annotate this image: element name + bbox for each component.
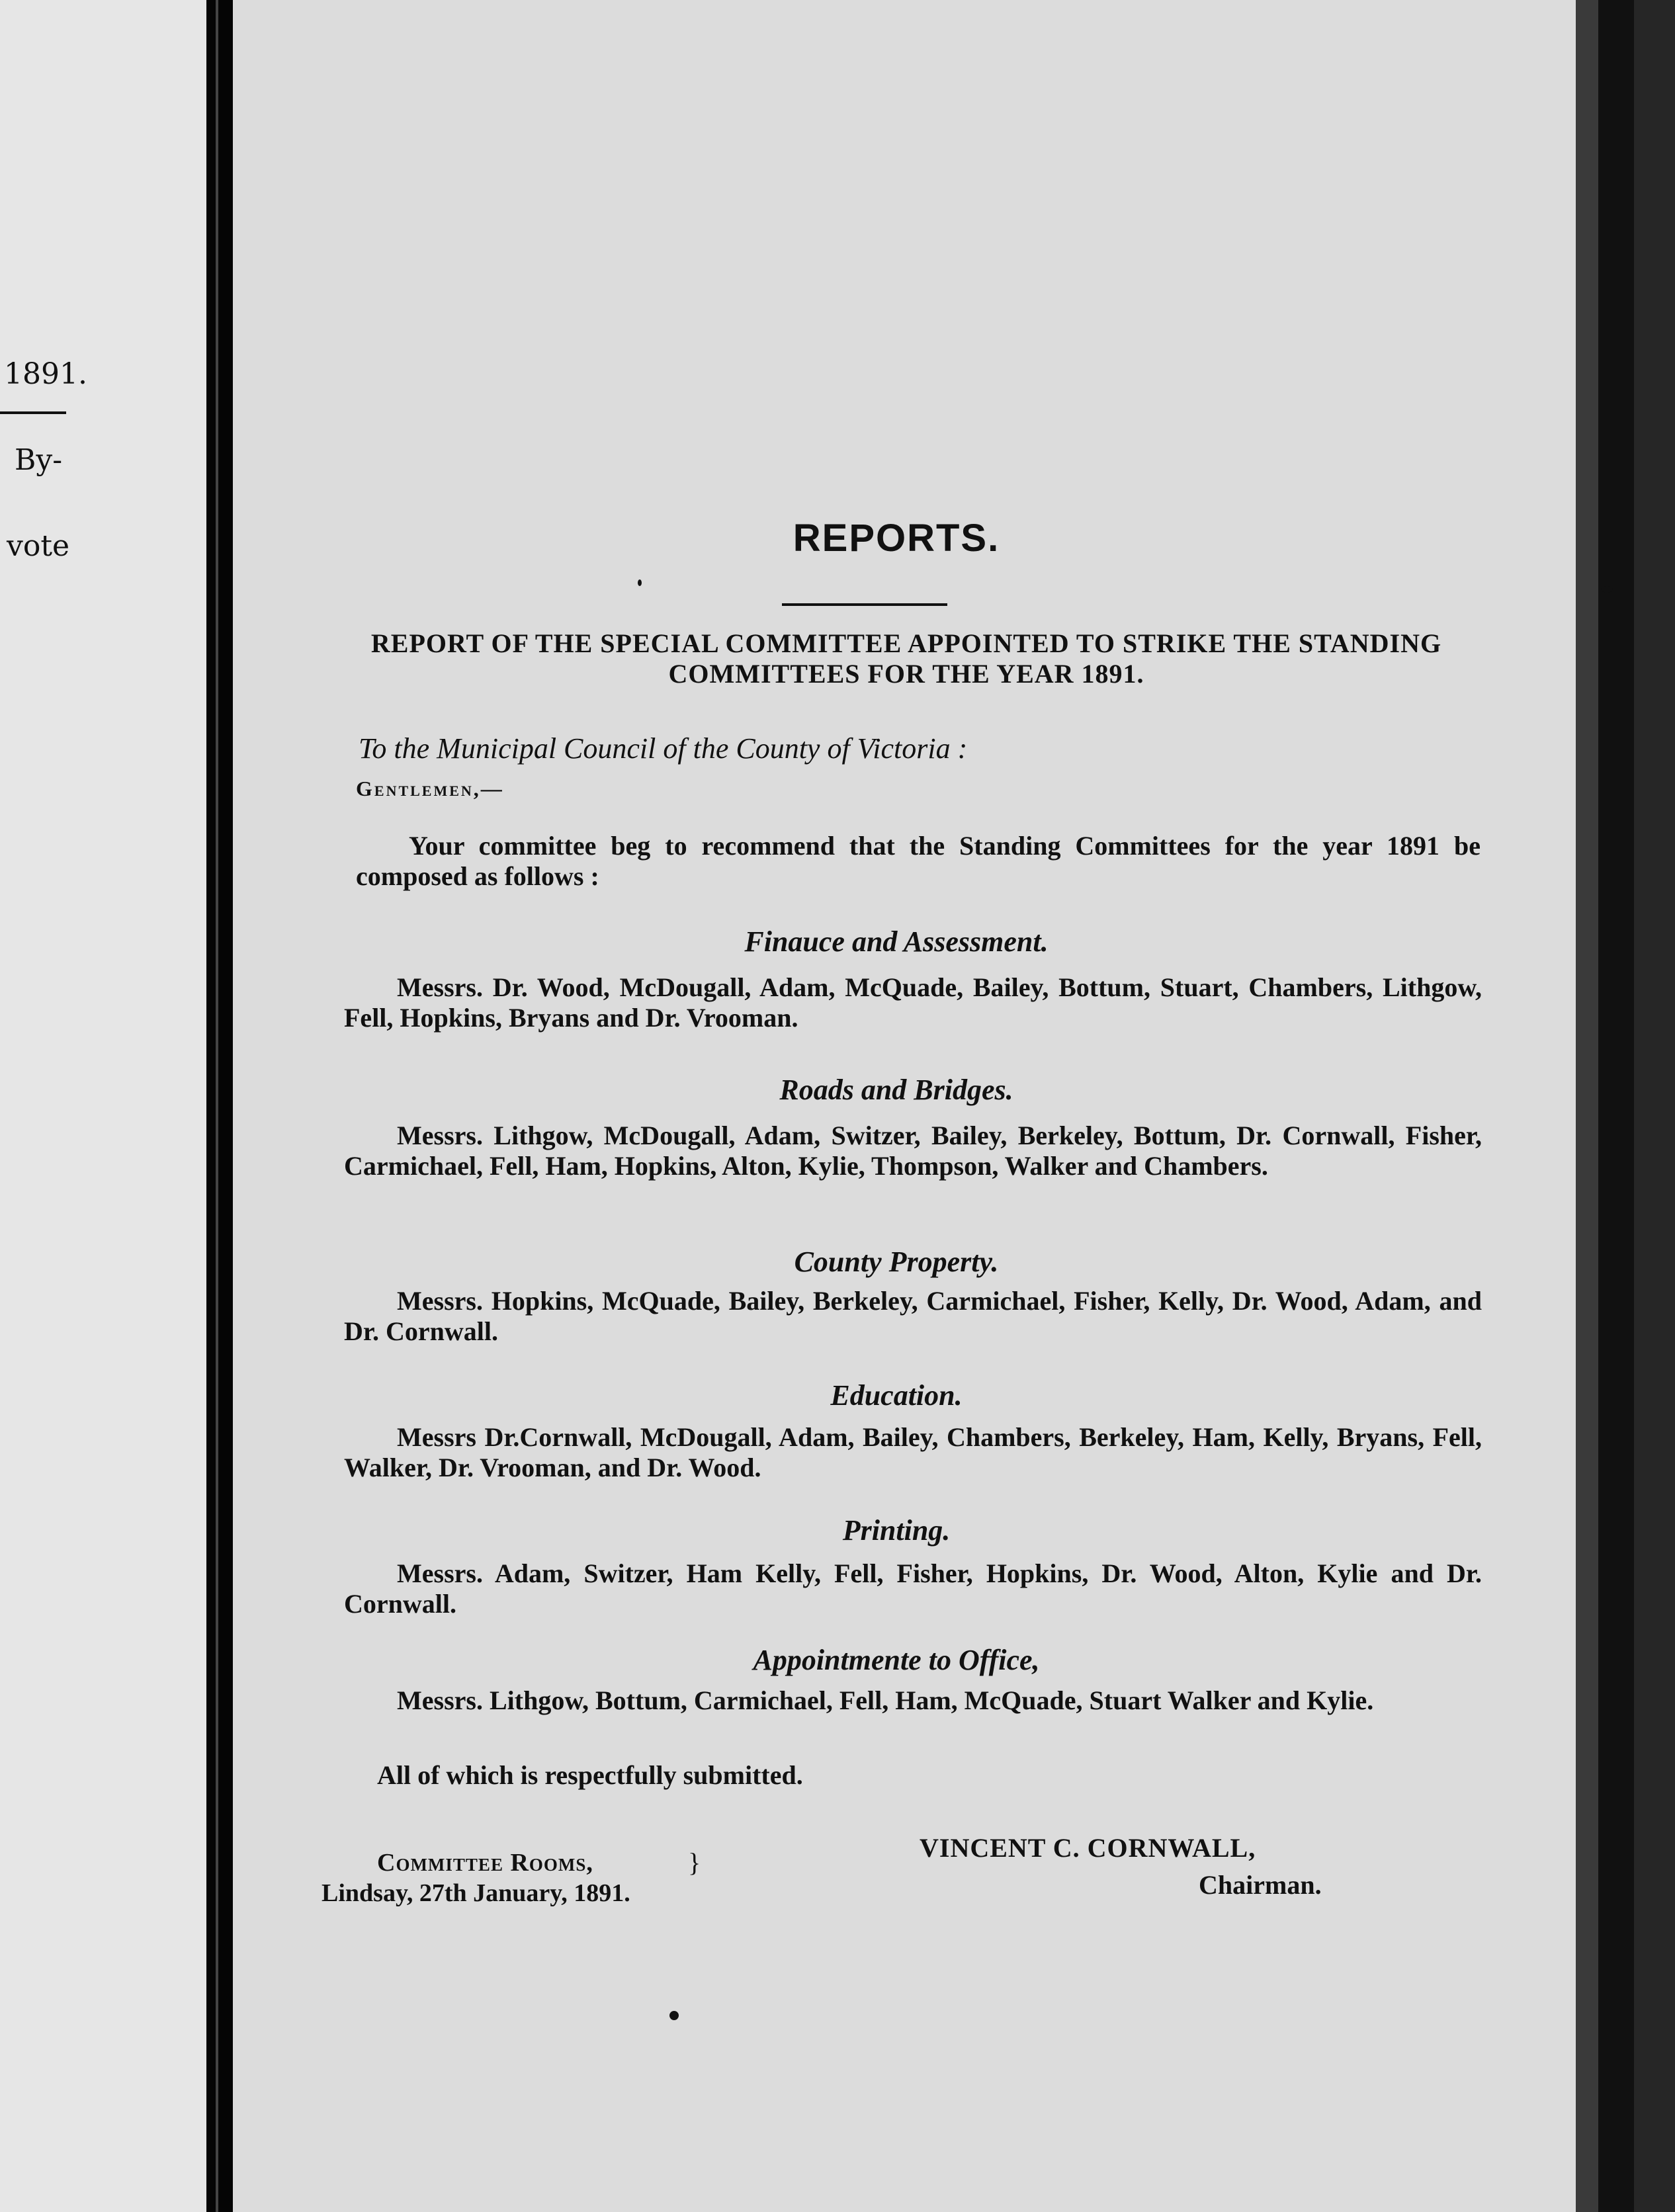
section-title-finance: Finauce and Assessment. xyxy=(744,925,1049,958)
heading-rule xyxy=(782,603,947,606)
section-title-education: Education. xyxy=(830,1379,963,1412)
section-members-county-property: Messrs. Hopkins, McQuade, Bailey, Berkeley, Carmichael, Fisher, Kelly, Dr. Wood, Adam, and Dr. Cornwall. xyxy=(344,1286,1482,1346)
page-edge-band xyxy=(1576,0,1598,2212)
section-title-county-property: County Property. xyxy=(794,1246,999,1278)
adjacent-page-rule xyxy=(0,411,66,414)
section-members-education: Messrs Dr.Cornwall, McDougall, Adam, Bailey, Chambers, Berkeley, Ham, Kelly, Bryans, Fell, Walker, Dr. Vrooman, and Dr. Wood. xyxy=(344,1422,1482,1482)
salutation: Gentlemen,— xyxy=(356,777,504,800)
page-edge-band-outer xyxy=(1634,0,1675,2212)
closing-line: All of which is respectfully submitted. xyxy=(377,1760,803,1790)
book-gutter xyxy=(206,0,233,2212)
address-line: To the Municipal Council of the County of Victoria : xyxy=(359,732,968,765)
section-members-roads: Messrs. Lithgow, McDougall, Adam, Switzer, Bailey, Berkeley, Bottum, Dr. Cornwall, Fisher, Carmichael, Fell, Ham, Hopkins, Alton, Kylie, Thompson, Walker and Chambers. xyxy=(344,1121,1482,1181)
place-line: Committee Rooms, xyxy=(377,1849,593,1877)
date-line: Lindsay, 27th January, 1891. xyxy=(322,1879,630,1907)
section-members-finance: Messrs. Dr. Wood, McDougall, Adam, McQuade, Bailey, Bottum, Stuart, Chambers, Lithgow, Fell, Hopkins, Bryans and Dr. Vrooman. xyxy=(344,972,1482,1033)
section-members-appointments: Messrs. Lithgow, Bottum, Carmichael, Fell, Ham, McQuade, Stuart Walker and Kylie. xyxy=(397,1685,1374,1715)
section-title-printing: Printing. xyxy=(842,1514,951,1547)
page-heading: REPORTS. xyxy=(793,517,1000,560)
adjacent-page-line: By- xyxy=(15,443,63,477)
adjacent-page-line: vote xyxy=(7,529,70,563)
section-title-appointments: Appointmente to Office, xyxy=(753,1644,1040,1676)
section-title-roads: Roads and Bridges. xyxy=(779,1074,1013,1106)
brace-mark: } xyxy=(688,1848,701,1877)
section-members-printing: Messrs. Adam, Switzer, Ham Kelly, Fell, Fisher, Hopkins, Dr. Wood, Alton, Kylie and Dr. Cornwall. xyxy=(344,1558,1482,1619)
signer-role: Chairman. xyxy=(1199,1870,1322,1900)
adjacent-page-line: 1891. xyxy=(4,357,87,391)
signer-name: VINCENT C. CORNWALL, xyxy=(920,1833,1256,1863)
intro-paragraph: Your committee beg to recommend that the Standing Committees for the year 1891 be composed as follows : xyxy=(356,831,1481,891)
gutter-highlight xyxy=(216,0,218,2212)
report-document xyxy=(238,0,1555,2212)
adjacent-page-fragment xyxy=(0,0,206,2212)
ink-speck xyxy=(669,2011,679,2020)
ink-speck xyxy=(638,579,642,586)
ink-speck xyxy=(1601,586,1613,593)
report-title: REPORT OF THE SPECIAL COMMITTEE APPOINTED TO STRIKE THE STANDING COMMITTEES FOR THE YEAR 1891. xyxy=(370,628,1442,689)
